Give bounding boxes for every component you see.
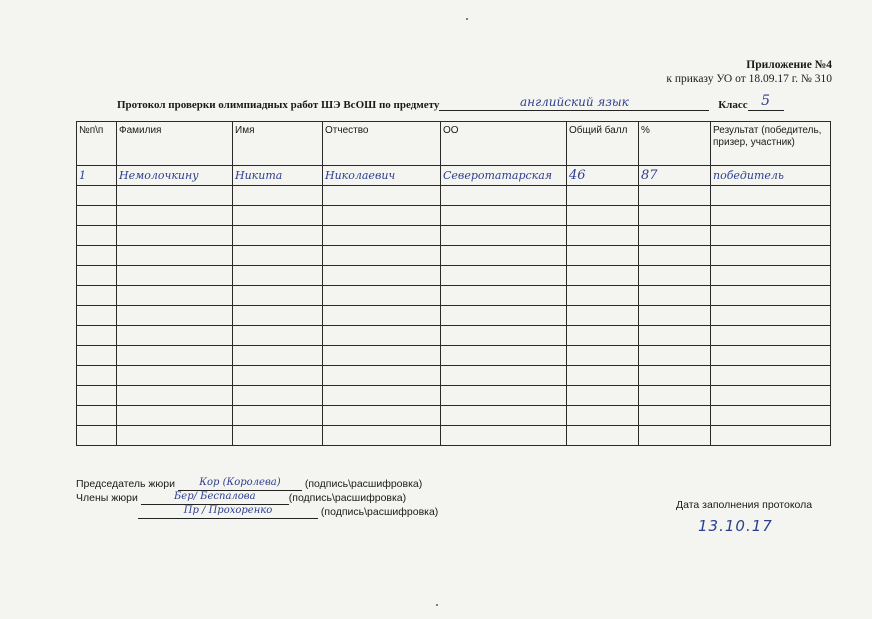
table-row [77, 426, 831, 446]
table-cell-empty [117, 406, 233, 426]
table-cell-empty [639, 226, 711, 246]
table-cell-empty [233, 366, 323, 386]
table-row [77, 226, 831, 246]
table-cell-empty [441, 206, 567, 226]
appendix-title: Приложение №4 [746, 59, 832, 71]
col-school: ОО [441, 122, 567, 166]
class-label: Класс [718, 99, 748, 111]
table-cell-empty [77, 406, 117, 426]
member2-row [76, 505, 438, 519]
table-cell-empty [233, 346, 323, 366]
table-cell-empty [77, 186, 117, 206]
table-cell-empty [77, 226, 117, 246]
table-row [77, 306, 831, 326]
table-cell-empty [323, 206, 441, 226]
table-cell-empty [441, 186, 567, 206]
cell-total-score: 46 [567, 166, 639, 186]
col-total-score: Общий балл [567, 122, 639, 166]
table-cell-empty [711, 226, 831, 246]
table-cell-empty [639, 266, 711, 286]
table-cell-empty [711, 346, 831, 366]
table-cell-empty [233, 386, 323, 406]
table-row [77, 326, 831, 346]
chair-row [76, 477, 438, 491]
chair-signature: Кор (Королева) [178, 477, 302, 491]
table-cell-empty [711, 406, 831, 426]
table-cell-empty [117, 266, 233, 286]
table-cell-empty [711, 286, 831, 306]
table-row [77, 366, 831, 386]
table-cell-empty [323, 366, 441, 386]
table-row [77, 266, 831, 286]
table-cell-empty [441, 266, 567, 286]
table-cell-empty [323, 226, 441, 246]
table-cell-empty [441, 346, 567, 366]
table-cell-empty [639, 426, 711, 446]
table-cell-empty [441, 306, 567, 326]
table-cell-empty [117, 306, 233, 326]
results-table [76, 121, 831, 446]
cell-surname: Немолочкину [117, 166, 233, 186]
table-cell-empty [567, 206, 639, 226]
protocol-title-line [117, 93, 797, 111]
table-cell-empty [117, 226, 233, 246]
table-cell-empty [567, 286, 639, 306]
table-cell-empty [441, 226, 567, 246]
scan-speck [436, 604, 438, 606]
subject-field: английский язык [439, 96, 709, 111]
table-header-row [77, 122, 831, 166]
table-cell-empty [639, 306, 711, 326]
cell-result: победитель [711, 166, 831, 186]
table-cell-empty [117, 206, 233, 226]
table-cell-empty [117, 286, 233, 306]
cell-name: Никита [233, 166, 323, 186]
signature-caption: (подпись\расшифровка) [304, 478, 423, 490]
table-cell-empty [117, 346, 233, 366]
signature-caption: (подпись\расшифровка) [320, 506, 439, 518]
table-cell-empty [441, 326, 567, 346]
table-cell-empty [567, 186, 639, 206]
table-cell-empty [441, 366, 567, 386]
table-cell-empty [567, 306, 639, 326]
table-cell-empty [77, 286, 117, 306]
table-cell-empty [117, 186, 233, 206]
table-cell-empty [233, 306, 323, 326]
table-cell-empty [711, 386, 831, 406]
table-cell-empty [639, 366, 711, 386]
chair-label: Председатель жюри [76, 478, 176, 490]
table-cell-empty [117, 366, 233, 386]
cell-patronymic: Николаевич [323, 166, 441, 186]
table-cell-empty [323, 266, 441, 286]
table-cell-empty [117, 386, 233, 406]
table-cell-empty [323, 386, 441, 406]
member2-signature: Пр / Прохоренко [138, 505, 318, 519]
table-cell-empty [233, 266, 323, 286]
table-cell-empty [639, 286, 711, 306]
table-cell-empty [117, 246, 233, 266]
table-row [77, 186, 831, 206]
cell-school: Северотатарская [441, 166, 567, 186]
table-cell-empty [567, 386, 639, 406]
table-cell-empty [639, 246, 711, 266]
table-cell-empty [77, 346, 117, 366]
signature-caption: (подпись\расшифровка) [288, 492, 407, 504]
date-label: Дата заполнения протокола [676, 499, 813, 511]
table-cell-empty [323, 326, 441, 346]
table-cell-empty [441, 426, 567, 446]
table-cell-empty [711, 206, 831, 226]
table-cell-empty [639, 186, 711, 206]
table-cell-empty [711, 266, 831, 286]
appendix-order: к приказу УО от 18.09.17 г. № 310 [666, 73, 832, 85]
table-cell-empty [639, 346, 711, 366]
col-surname: Фамилия [117, 122, 233, 166]
table-cell-empty [323, 246, 441, 266]
table-cell-empty [117, 426, 233, 446]
table-cell-empty [711, 246, 831, 266]
table-row [77, 286, 831, 306]
scan-speck [466, 18, 468, 20]
table-cell-empty [711, 186, 831, 206]
table-cell-empty [711, 326, 831, 346]
table-cell-empty [323, 306, 441, 326]
protocol-title: Протокол проверки олимпиадных работ ШЭ ВсОШ по предмету [117, 99, 440, 111]
table-cell-empty [77, 246, 117, 266]
cell-number: 1 [77, 166, 117, 186]
class-field: 5 [748, 96, 784, 111]
members-label: Члены жюри [76, 492, 138, 504]
col-patronymic: Отчество [323, 122, 441, 166]
table-cell-empty [117, 326, 233, 346]
table-cell-empty [567, 226, 639, 246]
table-cell-empty [77, 386, 117, 406]
table-row [77, 206, 831, 226]
table-cell-empty [567, 326, 639, 346]
table-cell-empty [77, 306, 117, 326]
table-cell-empty [711, 426, 831, 446]
table-cell-empty [233, 246, 323, 266]
table-cell-empty [233, 226, 323, 246]
date-value: 13.10.17 [698, 517, 773, 535]
table-cell-empty [233, 186, 323, 206]
table-cell-empty [639, 406, 711, 426]
table-cell-empty [77, 266, 117, 286]
table-cell-empty [567, 266, 639, 286]
table-cell-empty [323, 186, 441, 206]
table-row [77, 166, 831, 186]
table-cell-empty [567, 246, 639, 266]
table-cell-empty [77, 206, 117, 226]
table-cell-empty [567, 406, 639, 426]
col-name: Имя [233, 122, 323, 166]
table-cell-empty [233, 286, 323, 306]
appendix-header [666, 58, 832, 86]
date-block [676, 499, 836, 535]
table-cell-empty [441, 406, 567, 426]
table-cell-empty [711, 366, 831, 386]
table-cell-empty [567, 346, 639, 366]
table-cell-empty [441, 286, 567, 306]
table-row [77, 406, 831, 426]
col-percent: % [639, 122, 711, 166]
table-cell-empty [233, 326, 323, 346]
table-cell-empty [441, 246, 567, 266]
table-cell-empty [323, 406, 441, 426]
table-row [77, 246, 831, 266]
table-cell-empty [567, 366, 639, 386]
table-cell-empty [323, 286, 441, 306]
col-result: Результат (победитель, призер, участник) [711, 122, 831, 166]
member1-row [76, 491, 438, 505]
table-cell-empty [323, 426, 441, 446]
table-cell-empty [233, 426, 323, 446]
cell-percent: 87 [639, 166, 711, 186]
member1-signature: Бер/ Беспалова [141, 491, 289, 505]
table-cell-empty [639, 206, 711, 226]
table-cell-empty [233, 406, 323, 426]
table-cell-empty [77, 366, 117, 386]
table-row [77, 346, 831, 366]
table-cell-empty [77, 426, 117, 446]
table-cell-empty [77, 326, 117, 346]
col-number: №п\п [77, 122, 117, 166]
table-cell-empty [639, 326, 711, 346]
table-cell-empty [639, 386, 711, 406]
table-cell-empty [567, 426, 639, 446]
table-cell-empty [711, 306, 831, 326]
table-cell-empty [323, 346, 441, 366]
signatures-block [76, 477, 438, 519]
table-cell-empty [441, 386, 567, 406]
table-cell-empty [233, 206, 323, 226]
table-row [77, 386, 831, 406]
